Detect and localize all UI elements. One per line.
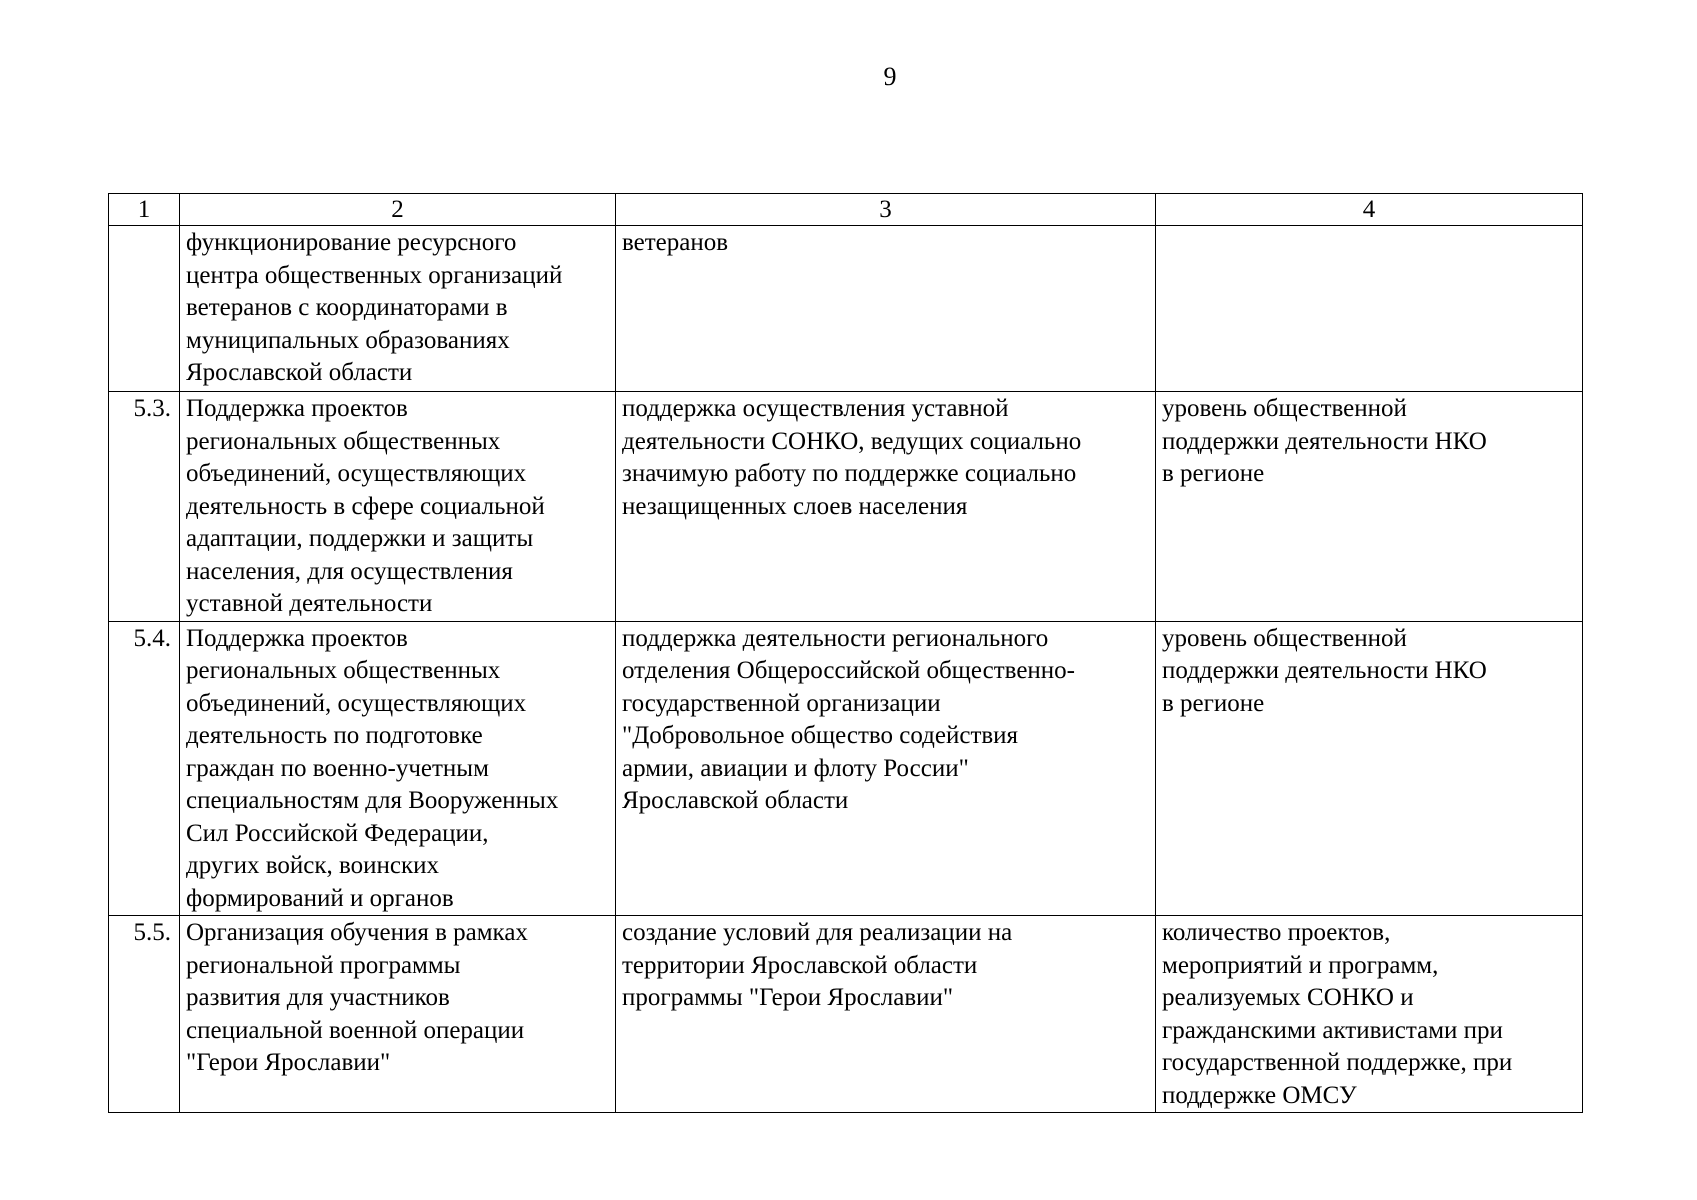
row-number: 5.4.: [109, 621, 180, 916]
indicator-cell: [1156, 226, 1583, 392]
result-cell: ветеранов: [616, 226, 1156, 392]
row-number: [109, 226, 180, 392]
table-row: [109, 226, 1583, 392]
row-number: 5.3.: [109, 392, 180, 622]
header-col-2: 2: [180, 194, 616, 226]
table-row: [109, 392, 1583, 622]
row-number: 5.5.: [109, 916, 180, 1113]
table-header-row: [109, 194, 1583, 226]
header-col-3: 3: [616, 194, 1156, 226]
event-cell: Поддержка проектов региональных общественных объединений, осуществляющих деятельность по подготовке граждан по военно-учетным специальностям для Вооруженных Сил Российской Федерации, других войск, воинских формирований и органов: [180, 621, 616, 916]
page-number: 9: [883, 62, 897, 91]
event-cell: функционирование ресурсного центра общественных организаций ветеранов с координаторами в муниципальных образованиях Ярославской области: [180, 226, 616, 392]
indicator-cell: уровень общественной поддержки деятельности НКО в регионе: [1156, 621, 1583, 916]
indicator-cell: количество проектов, мероприятий и программ, реализуемых СОНКО и гражданскими активистами при государственной поддержке, при поддержке ОМСУ: [1156, 916, 1583, 1113]
header-col-4: 4: [1156, 194, 1583, 226]
measures-table: [108, 193, 1583, 1113]
result-cell: поддержка деятельности регионального отделения Общероссийской общественно- государственной организации "Добровольное общество содействия армии, авиации и флоту России" Ярославской области: [616, 621, 1156, 916]
table-row: [109, 916, 1583, 1113]
header-col-1: 1: [109, 194, 180, 226]
indicator-cell: уровень общественной поддержки деятельности НКО в регионе: [1156, 392, 1583, 622]
event-cell: Организация обучения в рамках региональной программы развития для участников специальной военной операции "Герои Ярославии": [180, 916, 616, 1113]
table-row: [109, 621, 1583, 916]
event-cell: Поддержка проектов региональных общественных объединений, осуществляющих деятельность в сфере социальной адаптации, поддержки и защиты населения, для осуществления уставной деятельности: [180, 392, 616, 622]
result-cell: создание условий для реализации на территории Ярославской области программы "Герои Ярославии": [616, 916, 1156, 1113]
result-cell: поддержка осуществления уставной деятельности СОНКО, ведущих социально значимую работу по поддержке социально незащищенных слоев населения: [616, 392, 1156, 622]
